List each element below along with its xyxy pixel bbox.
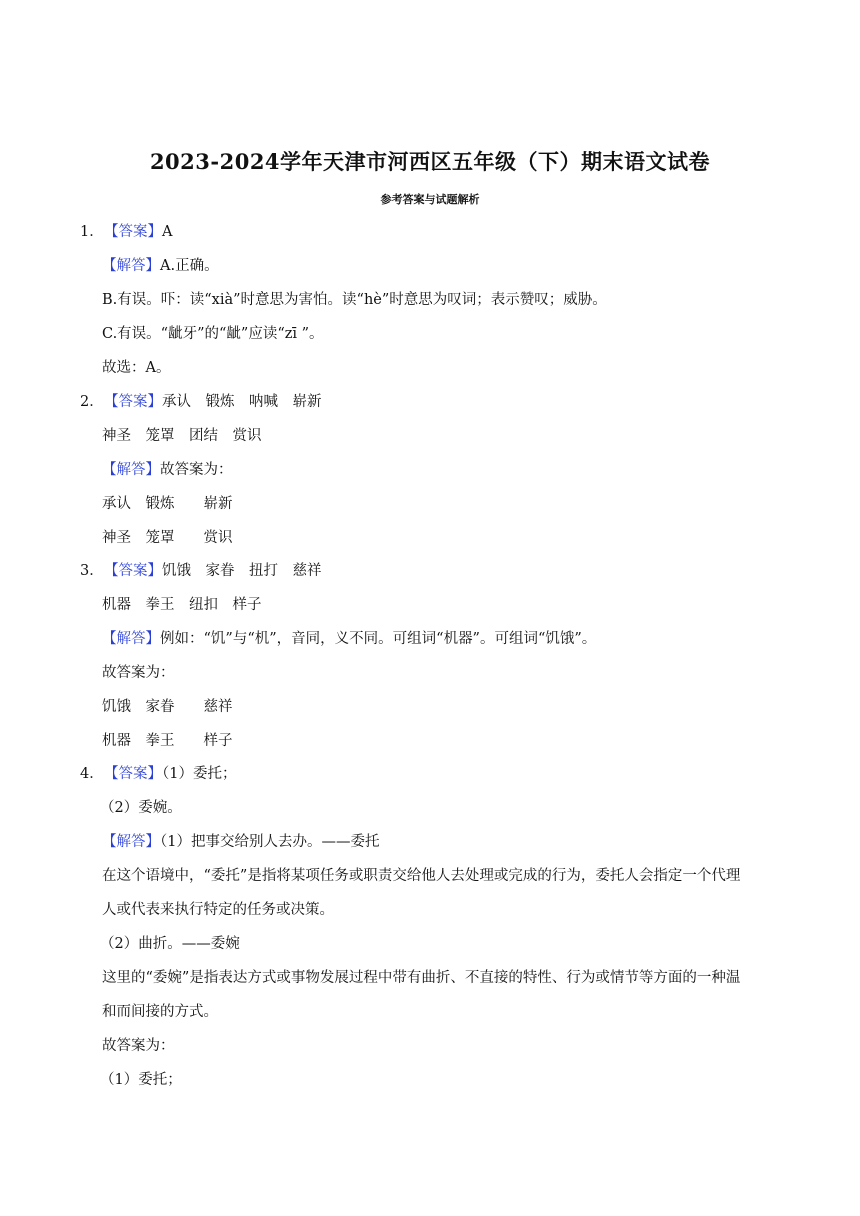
q1-line: 故选：A。 — [102, 360, 171, 376]
q4-analysis: （1）把事交给别人去办。——委托 — [160, 834, 380, 850]
q1-answer: A — [162, 224, 173, 240]
q3-number: 3． — [80, 563, 104, 579]
q4-analysis-line — [102, 832, 379, 852]
analysis-tag: 【解答】 — [102, 258, 160, 274]
q1-line: B.有误。吓：读“xià”时意思为害怕。读“hè”时意思为叹词；表示赞叹；威胁。 — [102, 292, 607, 308]
q3-line: 机器 拳王 纽扣 样子 — [102, 597, 262, 613]
page-title: 2023-2024学年天津市河西区五年级（下）期末语文试卷 — [149, 149, 711, 174]
q3-result-line: 机器 拳王 样子 — [102, 733, 233, 749]
q4-line: （1）委托； — [100, 1072, 182, 1088]
q4-line: 故答案为： — [102, 1038, 175, 1054]
q3-analysis-line — [102, 629, 596, 649]
q4-answer: （1）委托； — [162, 766, 237, 782]
q4-line: 人或代表来执行特定的任务或决策。 — [102, 902, 334, 918]
q3-answer: 饥饿 家眷 扭打 慈祥 — [162, 563, 322, 579]
q2-analysis-line — [102, 460, 233, 480]
q2-analysis: 故答案为： — [160, 462, 233, 478]
q3-answer-line — [80, 561, 322, 581]
q1-analysis: A.正确。 — [160, 258, 219, 274]
q2-number: 2． — [80, 394, 104, 410]
q3-result-line: 饥饿 家眷 慈祥 — [102, 699, 233, 715]
q2-answer-line — [80, 392, 322, 412]
analysis-tag: 【解答】 — [102, 631, 160, 647]
analysis-tag: 【解答】 — [102, 834, 160, 850]
q2-line: 神圣 笼罩 团结 赏识 — [102, 428, 262, 444]
q4-number: 4． — [80, 766, 104, 782]
q4-answer-line — [80, 764, 236, 784]
answer-tag: 【答案】 — [104, 766, 162, 782]
q2-answer: 承认 锻炼 呐喊 崭新 — [162, 394, 322, 410]
q2-result-line: 承认 锻炼 崭新 — [102, 496, 233, 512]
q1-analysis-line — [102, 256, 219, 276]
q4-line: 在这个语境中，“委托”是指将某项任务或职责交给他人去处理或完成的行为，委托人会指定一个代理 — [102, 868, 741, 884]
q3-result-line: 故答案为： — [102, 665, 175, 681]
answer-tag: 【答案】 — [104, 563, 162, 579]
answer-tag: 【答案】 — [104, 224, 162, 240]
q1-number: 1． — [80, 224, 104, 240]
q4-line: 和而间接的方式。 — [102, 1004, 218, 1020]
q3-analysis: 例如：“饥”与“机”，音同，义不同。可组词“机器”。可组词“饥饿”。 — [160, 631, 597, 647]
q1-line: C.有误。“龇牙”的“龇”应读“zī ”。 — [102, 326, 324, 342]
q4-answer-line-2: （2）委婉。 — [100, 800, 182, 816]
q2-result-line: 神圣 笼罩 赏识 — [102, 530, 233, 546]
analysis-tag: 【解答】 — [102, 462, 160, 478]
q4-line: （2）曲折。——委婉 — [100, 936, 240, 952]
page-subtitle: 参考答案与试题解析 — [380, 193, 480, 206]
answer-tag: 【答案】 — [104, 394, 162, 410]
q4-line: 这里的“委婉”是指表达方式或事物发展过程中带有曲折、不直接的特性、行为或情节等方面的一种温 — [102, 970, 741, 986]
q1-answer-line — [80, 222, 172, 242]
